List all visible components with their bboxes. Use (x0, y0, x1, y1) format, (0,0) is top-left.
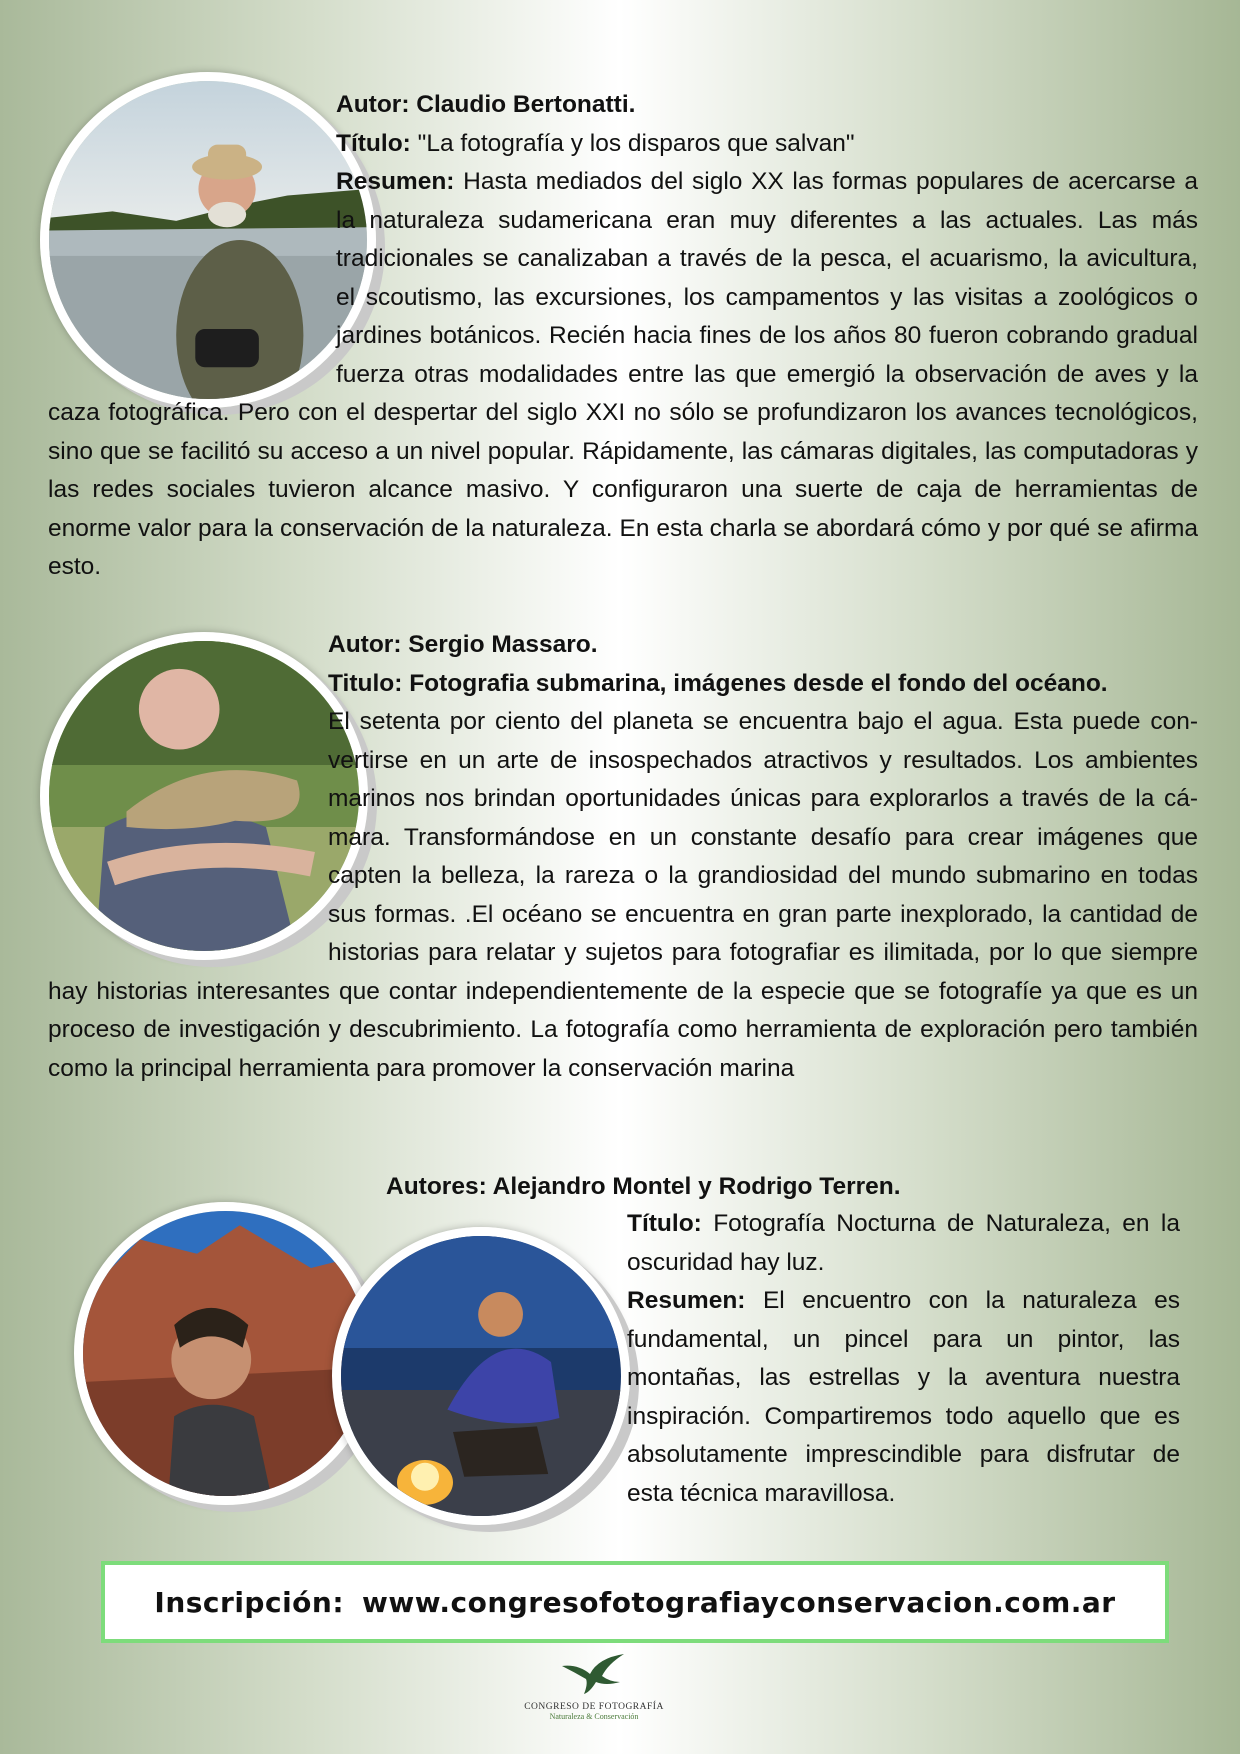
logo-title: CONGRESO DE FOTOGRAFÍA (524, 1702, 664, 1712)
summary (627, 1282, 1180, 1513)
author-photo-rodrigo (332, 1227, 630, 1525)
title-label: Título: (336, 129, 411, 157)
talk-title: "La fotografía y los disparos que salvan" (417, 129, 855, 157)
author-photo-alejandro (74, 1202, 377, 1505)
logo-subtitle: Naturaleza & Conservación (549, 1712, 639, 1721)
summary-label: Resumen: (336, 168, 455, 195)
section-sergio-massaro (48, 626, 1198, 1088)
title-line (627, 1205, 1180, 1282)
photo-spacer (48, 86, 326, 388)
summary-text: El setenta por ciento del planeta se encuentra bajo el agua. Esta puede convertirse en un arte de insospechados atractivos y resultados. Los ambientes marinos nos brindan oportunidades únicas para explorarlos a través de la cámara. Transformándose en un constante desafío para crear imágenes que capten la belleza, la rareza o la grandiosidad del mundo submarino en todas sus formas. .El océano se encuentra en gran parte inexplorado, la cantidad de historias para relatar y sujetos para fotografiar es ilimitada, por lo que siempre hay historias interesantes que contar independientemente de la especie que se fotografíe ya que es un proceso de investigación y descubrimiento. La fotografía como herramienta de exploración pero también como la principal herramienta para promover la conservación marina (48, 708, 1198, 1082)
inscription-label: Inscripción: (154, 1585, 345, 1619)
photo-spacer (48, 626, 326, 968)
section-montel-terren (627, 1205, 1180, 1513)
congress-logo (504, 1652, 684, 1721)
author-label: Autor: (328, 631, 402, 658)
title-label: Título: (627, 1210, 702, 1237)
talk-title: Titulo: Fotografia submarina, imágenes desde el fondo del océano. (328, 669, 1108, 697)
talk-title: Fotografía Nocturna de Naturaleza, en la oscuridad hay luz. (627, 1210, 1180, 1276)
author-label: Autor: (336, 91, 410, 118)
authors-line: Autores: Alejandro Montel y Rodrigo Terren. (386, 1173, 901, 1200)
summary-text: Hasta mediados del siglo XX las formas populares de acercarse a la naturaleza sudamericana eran muy diferentes a las actuales. Las más tradicionales se canalizaban a través de la pesca, el acuarismo, la avicultura, el scoutismo, las excursiones, los campamentos y las visitas a zoológicos o jardines botánicos. Recién hacia fines de los años 80 fueron cobrando gradual fuerza otras modalidades entre las que emergió la observación de aves y la caza fotográfica. Pero con el despertar del siglo XXI no sólo se profundizaron los avances tecnológicos, sino que se facilitó su acceso a un nivel popular. Rápidamente, las cámaras digitales, las computadoras y las redes sociales tuvieron alcance masivo. Y configuraron una suerte de caja de herramientas de enorme valor para la conservación de la naturaleza. En esta charla se abordará cómo y por qué se afirma esto. (48, 168, 1198, 580)
author-name: Claudio Bertonatti. (416, 91, 636, 118)
bird-icon (554, 1652, 634, 1696)
summary-label: Resumen: (627, 1287, 746, 1314)
section-claudio-bertonatti (48, 86, 1198, 587)
author-name: Sergio Massaro. (408, 631, 598, 658)
website-link[interactable]: www.congresofotografiayconservacion.com.ar (362, 1585, 1116, 1619)
summary-text: El encuentro con la naturaleza es fundamental, un pincel para un pintor, las montañas, las estrellas y la aventura nuestra inspiración. Compartiremos todo aquello que es absolutamente imprescindible para disfrutar de esta técnica maravillosa. (627, 1287, 1180, 1507)
inscription-box (101, 1561, 1169, 1643)
